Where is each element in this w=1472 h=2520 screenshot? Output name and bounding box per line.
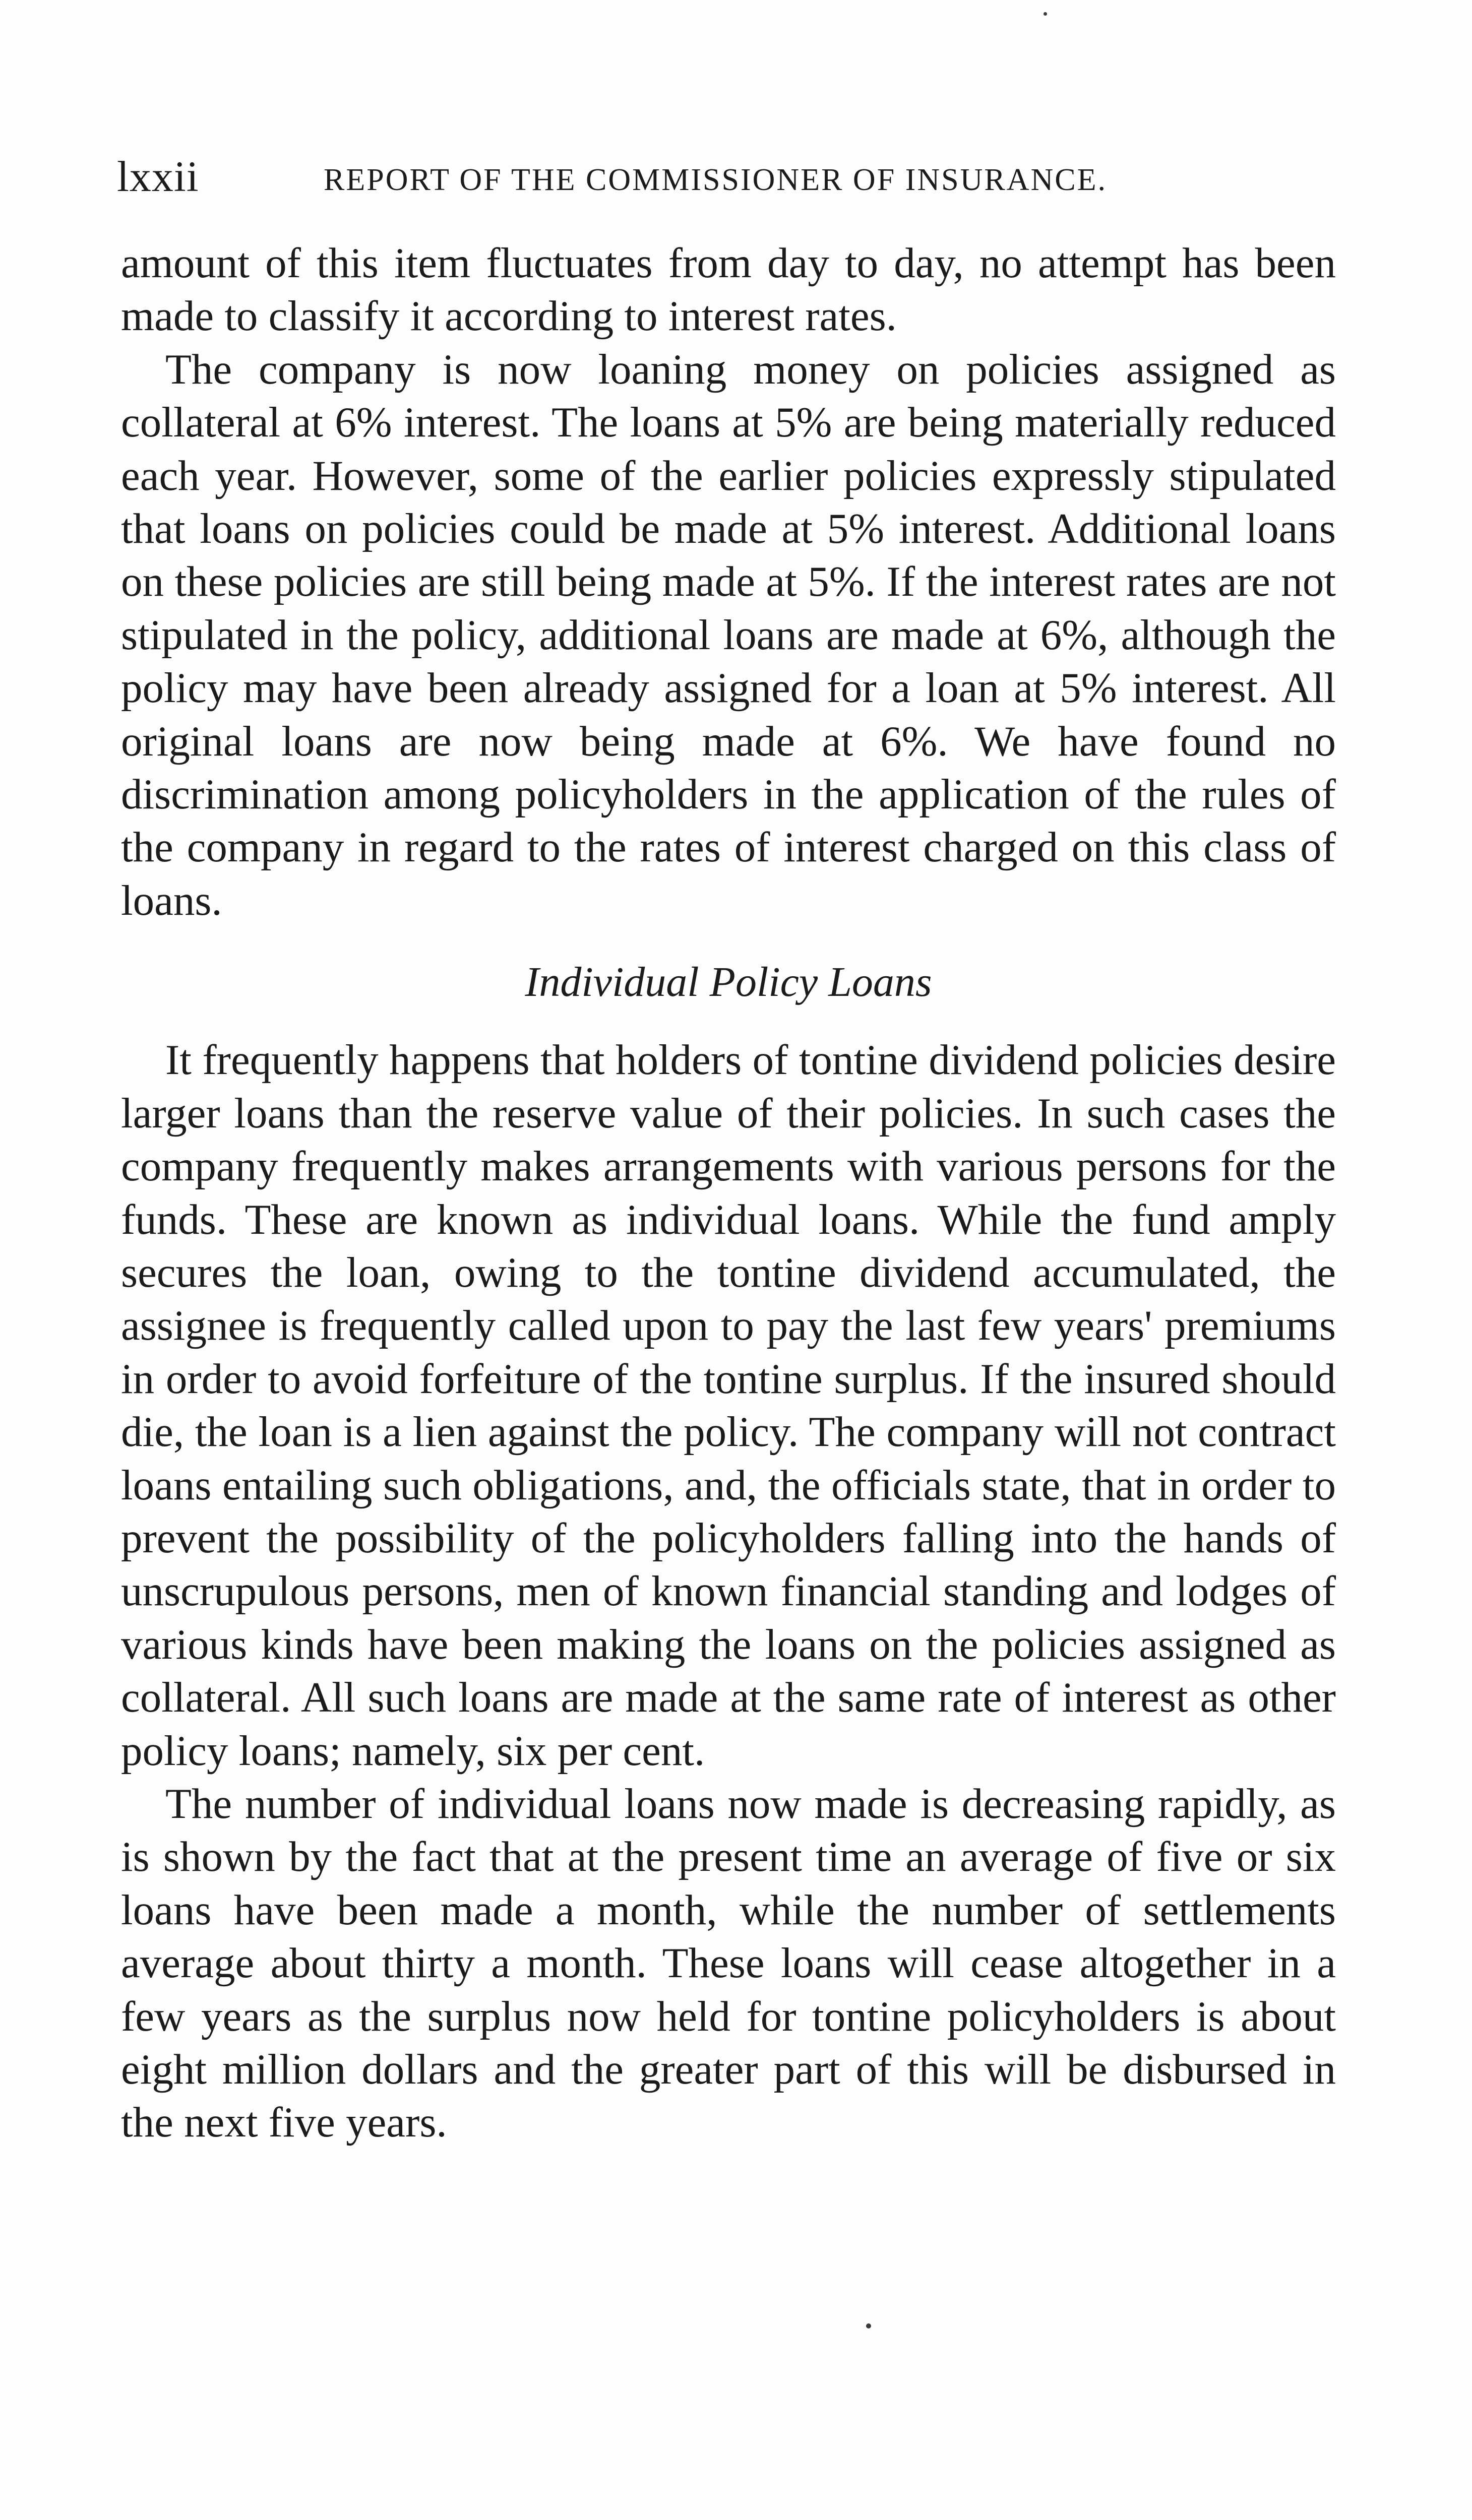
paragraph-individual-loans: It frequently happens that holders of tontine dividend policies desire larger loans than the reserve value of their policies. In such cases the company frequently makes arrangements with various persons for the funds. These are known as individual loans. While the fund amply secures the loan, owing to the tontine dividend accumulated, the assignee is frequently called upon to pay the last few years' premiums in order to avoid forfeiture of the tontine surplus. If the insured should die, the loan is a lien against the policy. The company will not contract loans entailing such obligations, and, the officials state, that in order to prevent the possibility of the policyholders falling into the hands of unscrupulous persons, men of known financial standing and lodges of various kinds have been making the loans on the policies assigned as collateral. All such loans are made at the same rate of interest as other policy loans; namely, six per cent. bbox=[121, 1036, 1336, 1775]
body-text bbox=[121, 237, 1336, 2150]
paragraph-loan-decrease: The number of individual loans now made is decreasing rapidly, as is shown by the fact that at the present time an average of five or six loans have been made a month, while the number of settlements average about thirty a month. These loans will cease altogether in a few years as the surplus now held for tontine policyholders is about eight million dollars and the greater part of this will be disbursed in the next five years. bbox=[121, 1780, 1336, 2147]
print-speck bbox=[866, 2323, 871, 2328]
page-number: lxxii bbox=[117, 152, 199, 201]
page-header bbox=[117, 151, 1337, 212]
running-head: REPORT OF THE COMMISSIONER OF INSURANCE. bbox=[324, 163, 1107, 197]
print-speck bbox=[1044, 12, 1047, 16]
section-heading: Individual Policy Loans bbox=[525, 959, 932, 1006]
paragraph-collateral-loans: The company is now loaning money on policies assigned as collateral at 6% interest. The loans at 5% are being materially reduced each year. However, some of the earlier policies expressly stipulated that loans on policies could be made at 5% interest. Additional loans on these policies are still being made at 5%. If the interest rates are not stipulated in the policy, additional loans are made at 6%, although the policy may have been already assigned for a loan at 5% interest. All original loans are now being made at 6%. We have found no discrimination among policyholders in the application of the rules of the company in regard to the rates of interest charged on this class of loans. bbox=[121, 345, 1336, 924]
paragraph-continuation: amount of this item fluctuates from day to day, no attempt has been made to classify it according to interest rates. bbox=[121, 239, 1336, 340]
